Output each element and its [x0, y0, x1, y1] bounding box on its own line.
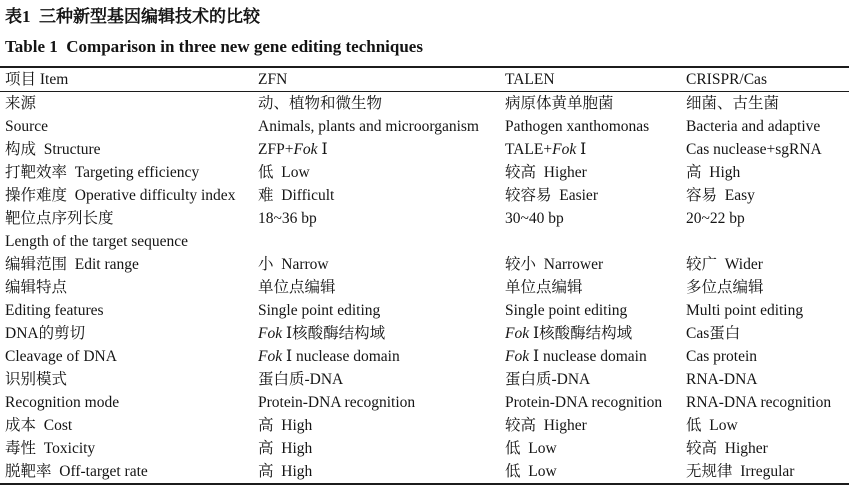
cell-line: 毒性 Toxicity: [5, 440, 96, 457]
cell-line: Recognition mode: [5, 394, 120, 411]
cell-line: 20~22 bp: [686, 210, 745, 227]
cell-line: Protein-DNA recognition: [258, 394, 416, 411]
cell-line: RNA-DNA recognition: [686, 394, 832, 411]
table-cell: [0, 368, 258, 414]
table-cell: [0, 92, 258, 138]
table-cell: [505, 414, 686, 437]
cell-line: Protein-DNA recognition: [505, 394, 663, 411]
table-cell: [686, 437, 849, 460]
cell-line: 小 Narrow: [258, 256, 329, 273]
cell-line: 18~36 bp: [258, 210, 317, 227]
cell-line: 单位点编辑: [505, 279, 583, 296]
table-cell: [258, 368, 505, 414]
cell-line: 多位点编辑: [686, 279, 764, 296]
table-cell: [505, 207, 686, 253]
cell-line: [505, 230, 686, 253]
cell-line: RNA-DNA: [686, 371, 758, 388]
cell-line: 构成 Structure: [5, 141, 101, 158]
cell-line: 蛋白质-DNA: [505, 371, 591, 388]
table-cell: [258, 460, 505, 483]
cell-line: Cas protein: [686, 348, 758, 365]
cell-line: 高 High: [686, 164, 741, 181]
table-cell: [258, 437, 505, 460]
table-cell: [505, 138, 686, 161]
cell-line: 高 High: [258, 417, 313, 434]
table-row: [0, 184, 849, 207]
cell-line: Single point editing: [258, 302, 381, 319]
table-cell: [686, 276, 849, 322]
column-header: TALEN: [505, 71, 555, 88]
cell-line: 30~40 bp: [505, 210, 564, 227]
cell-line: 蛋白质-DNA: [258, 371, 344, 388]
cell-line: 较容易 Easier: [505, 187, 598, 204]
table-cell: [258, 184, 505, 207]
cell-line: 容易 Easy: [686, 187, 755, 204]
cell-line: Cas蛋白: [686, 325, 741, 342]
table-row: [0, 322, 849, 368]
table-cell: [505, 322, 686, 368]
cell-line: 较广 Wider: [686, 256, 763, 273]
cell-line: Source: [5, 118, 49, 135]
table-row: [0, 253, 849, 276]
cell-line: Cleavage of DNA: [5, 348, 117, 365]
table-cell: [505, 368, 686, 414]
cell-line: 难 Difficult: [258, 187, 335, 204]
cell-line: 高 High: [258, 463, 313, 480]
table-row: [0, 276, 849, 322]
table-row: [0, 460, 849, 483]
cell-line: 编辑特点: [5, 279, 68, 296]
table-cell: [258, 92, 505, 138]
cell-line: Fok Ⅰ核酸酶结构域: [505, 325, 633, 342]
table-cell: [505, 437, 686, 460]
cell-line: 较高 Higher: [505, 417, 587, 434]
cell-line: 无规律 Irregular: [686, 463, 795, 480]
cell-line: Multi point editing: [686, 302, 804, 319]
cell-line: 编辑范围 Edit range: [5, 256, 139, 273]
cell-line: 识别模式: [5, 371, 68, 388]
cell-line: 低 Low: [505, 463, 557, 480]
cell-line: [258, 230, 505, 253]
table-cell: [686, 161, 849, 184]
column-header: ZFN: [258, 71, 288, 88]
cell-line: DNA的剪切: [5, 325, 86, 342]
table-cell: [686, 184, 849, 207]
table-cell: [258, 161, 505, 184]
comparison-table: [0, 66, 849, 485]
table-row: [0, 437, 849, 460]
table-row: [0, 414, 849, 437]
cell-line: 脱靶率 Off-target rate: [5, 463, 148, 480]
table-cell: [686, 92, 849, 138]
table-cell: [0, 460, 258, 483]
cell-line: Length of the target sequence: [5, 233, 189, 250]
table-title-chinese: 表1 三种新型基因编辑技术的比较: [5, 7, 260, 26]
table-cell: [0, 207, 258, 253]
cell-line: ZFP+Fok Ⅰ: [258, 141, 328, 158]
cell-line: 单位点编辑: [258, 279, 336, 296]
cell-line: 动、植物和微生物: [258, 95, 383, 112]
cell-line: 较高 Higher: [505, 164, 587, 181]
table-cell: [258, 276, 505, 322]
table-cell: [505, 253, 686, 276]
table-header-row: [0, 68, 849, 92]
table-cell: [0, 253, 258, 276]
table-row: [0, 92, 849, 138]
table-cell: [686, 460, 849, 483]
table-cell: [258, 414, 505, 437]
cell-line: 来源: [5, 95, 37, 112]
cell-line: Animals, plants and microorganism: [258, 118, 479, 135]
cell-line: Pathogen xanthomonas: [505, 118, 650, 135]
table-cell: [258, 207, 505, 253]
table-cell: [258, 322, 505, 368]
table-cell: [0, 437, 258, 460]
cell-line: 较小 Narrower: [505, 256, 604, 273]
cell-line: Fok Ⅰ nuclease domain: [505, 348, 647, 365]
table-row: [0, 368, 849, 414]
cell-line: Single point editing: [505, 302, 628, 319]
table-cell: [258, 253, 505, 276]
table-cell: [0, 184, 258, 207]
cell-line: 较高 Higher: [686, 440, 768, 457]
cell-line: 病原体黄单胞菌: [505, 95, 614, 112]
table-cell: [505, 161, 686, 184]
table-cell: [686, 207, 849, 253]
table-row: [0, 138, 849, 161]
cell-line: 细菌、古生菌: [686, 95, 780, 112]
cell-line: Bacteria and adaptive: [686, 118, 821, 135]
table-cell: [686, 414, 849, 437]
cell-line: 低 Low: [258, 164, 310, 181]
table-cell: [686, 368, 849, 414]
cell-line: Editing features: [5, 302, 104, 319]
table-cell: [505, 460, 686, 483]
cell-line: Cas nuclease+sgRNA: [686, 141, 822, 158]
column-header: 项目 Item: [5, 71, 69, 88]
cell-line: TALE+Fok Ⅰ: [505, 141, 587, 158]
cell-line: 打靶效率 Targeting efficiency: [5, 164, 200, 181]
cell-line: 操作难度 Operative difficulty index: [5, 187, 236, 204]
table-row: [0, 161, 849, 184]
table-cell: [505, 276, 686, 322]
table-row: [0, 207, 849, 253]
table-cell: [505, 184, 686, 207]
table-cell: [686, 253, 849, 276]
table-cell: [0, 322, 258, 368]
cell-line: [686, 230, 849, 253]
cell-line: 成本 Cost: [5, 417, 73, 434]
table-cell: [258, 138, 505, 161]
cell-line: Fok Ⅰ核酸酶结构域: [258, 325, 386, 342]
table-cell: [686, 138, 849, 161]
table-cell: [0, 138, 258, 161]
cell-line: 低 Low: [686, 417, 738, 434]
table-cell: [0, 276, 258, 322]
cell-line: 靶位点序列长度: [5, 210, 114, 227]
table-title-english: Table 1 Comparison in three new gene editing techniques: [5, 37, 423, 56]
table-cell: [686, 322, 849, 368]
table-cell: [505, 92, 686, 138]
table-cell: [0, 161, 258, 184]
column-header: CRISPR/Cas: [686, 71, 767, 88]
cell-line: 高 High: [258, 440, 313, 457]
table-cell: [0, 414, 258, 437]
cell-line: 低 Low: [505, 440, 557, 457]
cell-line: Fok Ⅰ nuclease domain: [258, 348, 400, 365]
